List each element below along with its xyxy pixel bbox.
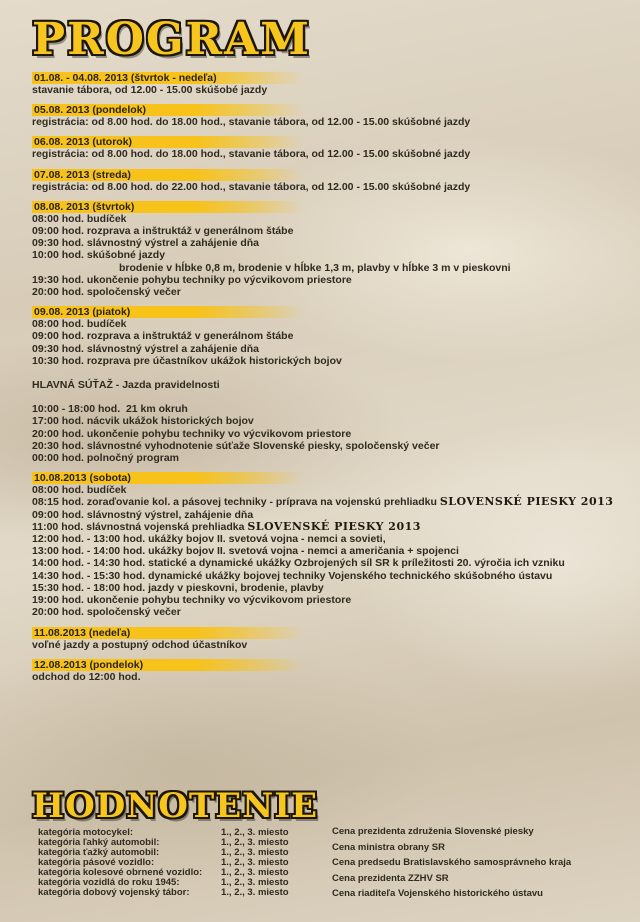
schedule-text: 09:30 hod. slávnostný výstrel a zahájenie dňa	[32, 237, 260, 250]
schedule-text: 09:30 hod. slávnostný výstrel a zahájenie dňa	[32, 342, 260, 355]
event-brand-name: SLOVENSKÉ PIESKY 2013	[439, 495, 614, 509]
category-name: kategória motocykel:	[38, 827, 134, 838]
schedule-line	[32, 343, 632, 355]
program-day	[32, 201, 632, 298]
schedule-text: brodenie v hĺbke 0,8 m, brodenie v hĺbke 1,3 m, plavby v hĺbke 3 m v pieskovni	[119, 261, 511, 274]
category-name: kategória kolesové obrnené vozidlo:	[38, 867, 203, 878]
award-item: Cena predsedu Bratislavského samosprávneho kraja	[332, 857, 572, 868]
day-date-bar: 07.08. 2013 (streda)	[32, 169, 304, 181]
schedule-text: 00:00 hod. polnočný program	[32, 452, 180, 465]
schedule-line	[32, 533, 632, 545]
schedule-line	[32, 262, 632, 274]
category-name: kategória ľahký automobil:	[38, 837, 160, 848]
schedule-line	[32, 496, 632, 508]
schedule-line	[32, 355, 632, 367]
event-brand-name: SLOVENSKÉ PIESKY 2013	[247, 519, 421, 533]
award-item: Cena prezidenta ZZHV SR	[332, 872, 449, 884]
schedule-line	[32, 415, 632, 427]
program-day	[32, 72, 632, 96]
program-day	[32, 104, 632, 128]
schedule-text: registrácia: od 8.00 hod. do 18.00 hod., stavanie tábora, od 12.00 - 15.00 skúšobné jazdy	[32, 148, 471, 161]
category-places: 1., 2., 3. miesto	[221, 867, 289, 878]
day-date-bar: 05.08. 2013 (pondelok)	[32, 104, 304, 116]
schedule-text: 08:00 hod. budíček	[32, 212, 127, 225]
schedule-line	[32, 403, 632, 415]
schedule-text: 14:30 hod. - 15:30 hod. dynamické ukážky bojovej techniky Vojenského technického skúšobného ústavu	[32, 569, 553, 582]
program-day	[32, 659, 632, 683]
category-places: 1., 2., 3. miesto	[221, 877, 289, 888]
day-date-bar: 12.08.2013 (pondelok)	[32, 659, 304, 671]
schedule-line	[32, 148, 632, 160]
program-day	[32, 472, 632, 618]
schedule-text: 08:15 hod. zoraďovanie kol. a pásovej techniky - príprava na vojenskú prehliadku	[32, 496, 440, 509]
page-title: PROGRAM	[32, 14, 311, 65]
evaluation-awards	[332, 826, 571, 904]
category-places: 1., 2., 3. miesto	[221, 837, 289, 848]
category-name: kategória pásové vozidlo:	[38, 857, 155, 868]
schedule-text: 12:00 hod. - 13:00 hod. ukážky bojov II. svetová vojna - nemci a sovieti,	[32, 533, 386, 546]
category-name: kategória vozidlá do roku 1945:	[38, 877, 180, 888]
schedule-text: 20:00 hod. ukončenie pohybu techniky vo výcvikovom priestore	[32, 427, 352, 440]
schedule-line	[32, 286, 632, 298]
line-spacer	[32, 367, 632, 379]
schedule-text: 20:00 hod. spoločenský večer	[32, 606, 181, 619]
day-date-bar: 06.08. 2013 (utorok)	[32, 136, 304, 148]
schedule-text: 19:00 hod. ukončenie pohybu techniky vo výcvikovom priestore	[32, 594, 352, 607]
schedule-line	[32, 671, 632, 683]
schedule-text: 08:00 hod. budíček	[32, 318, 127, 331]
schedule-text: 14:00 hod. - 14:30 hod. statické a dynamické ukážky Ozbrojených síl SR k príležitosti 20. výročia ich vzniku	[32, 557, 565, 570]
schedule-text: registrácia: od 8.00 hod. do 18.00 hod., stavanie tábora, od 12.00 - 15.00 skúšobné jazdy	[32, 116, 471, 129]
program-day	[32, 169, 632, 193]
schedule-line	[32, 428, 632, 440]
category-places: 1., 2., 3. miesto	[221, 827, 289, 838]
schedule-line	[32, 213, 632, 225]
schedule-line	[32, 274, 632, 286]
schedule-line	[32, 452, 632, 464]
schedule-line	[32, 570, 632, 582]
category-places: 1., 2., 3. miesto	[221, 847, 289, 858]
schedule-text: 19:30 hod. ukončenie pohybu techniky po výcvikovom priestore	[32, 273, 352, 286]
category-name: kategória ťažký automobil:	[38, 847, 160, 858]
schedule-line	[32, 330, 632, 342]
schedule-line	[32, 594, 632, 606]
schedule-line	[32, 440, 632, 452]
schedule-line	[32, 606, 632, 618]
schedule-text: registrácia: od 8.00 hod. do 22.00 hod., stavanie tábora, od 12.00 - 15.00 skúšobné jazdy	[32, 180, 471, 193]
award-item: Cena riaditeľa Vojenského historického ústavu	[332, 888, 543, 899]
day-date-bar: 10.08.2013 (sobota)	[32, 472, 304, 484]
schedule-text: 10:30 hod. rozprava pre účastníkov ukážok historických bojov	[32, 354, 342, 367]
schedule-text: voľné jazdy a postupný odchod účastníkov	[32, 638, 248, 651]
day-date-bar: 09.08. 2013 (piatok)	[32, 306, 304, 318]
category-places: 1., 2., 3. miesto	[221, 887, 289, 898]
category-name: kategória dobový vojenský tábor:	[38, 887, 190, 898]
schedule-text: 08:00 hod. budíček	[32, 484, 127, 497]
schedule-line	[32, 84, 632, 96]
schedule-line	[32, 582, 632, 594]
day-date-bar: 01.08. - 04.08. 2013 (štvrtok - nedeľa)	[32, 72, 304, 84]
schedule-text: 10:00 - 18:00 hod. 21 km okruh	[32, 403, 188, 416]
day-date-bar: 11.08.2013 (nedeľa)	[32, 627, 304, 639]
award-item: Cena prezidenta združenia Slovenské piesky	[332, 826, 534, 837]
program-schedule	[32, 72, 632, 691]
schedule-text: 17:00 hod. nácvik ukážok historických bojov	[32, 415, 254, 428]
schedule-text: 09:00 hod. rozprava a inštruktáž v generálnom štábe	[32, 330, 294, 343]
schedule-text: 20:30 hod. slávnostné vyhodnotenie súťaže Slovenské piesky, spoločenský večer	[32, 439, 440, 452]
program-day	[32, 306, 632, 464]
schedule-line	[32, 379, 632, 391]
schedule-text: odchod do 12:00 hod.	[32, 670, 141, 683]
schedule-line	[32, 116, 632, 128]
schedule-line	[32, 181, 632, 193]
schedule-line	[32, 237, 632, 249]
schedule-text: 15:30 hod. - 18:00 hod. jazdy v pieskovni, brodenie, plavby	[32, 581, 324, 594]
schedule-text: 20:00 hod. spoločenský večer	[32, 286, 181, 299]
schedule-line	[32, 557, 632, 569]
program-day	[32, 627, 632, 651]
schedule-line	[32, 545, 632, 557]
schedule-text: 11:00 hod. slávnostná vojenská prehliadka	[32, 520, 248, 533]
schedule-text: 09:00 hod. slávnostný výstrel, zahájenie dňa	[32, 508, 254, 521]
schedule-line	[32, 318, 632, 330]
category-places: 1., 2., 3. miesto	[221, 857, 289, 868]
evaluation-title: HODNOTENIE	[32, 786, 319, 826]
schedule-text: 13:00 hod. - 14:00 hod. ukážky bojov II. svetová vojna - nemci a američania + spojenci	[32, 545, 459, 558]
schedule-text: 10:00 hod. skúšobné jazdy	[32, 249, 166, 262]
schedule-line	[32, 249, 632, 261]
schedule-line	[32, 521, 632, 533]
day-date-bar: 08.08. 2013 (štvrtok)	[32, 201, 304, 213]
schedule-line	[32, 225, 632, 237]
line-spacer	[32, 391, 632, 403]
schedule-text: stavanie tábora, od 12.00 - 15.00 skúšobé jazdy	[32, 84, 268, 96]
award-item: Cena ministra obrany SR	[332, 841, 445, 853]
schedule-text: HLAVNÁ SÚŤAŽ - Jazda pravidelnosti	[32, 379, 220, 392]
schedule-text: 09:00 hod. rozprava a inštruktáž v generálnom štábe	[32, 225, 294, 238]
schedule-line	[32, 639, 632, 651]
program-day	[32, 136, 632, 160]
